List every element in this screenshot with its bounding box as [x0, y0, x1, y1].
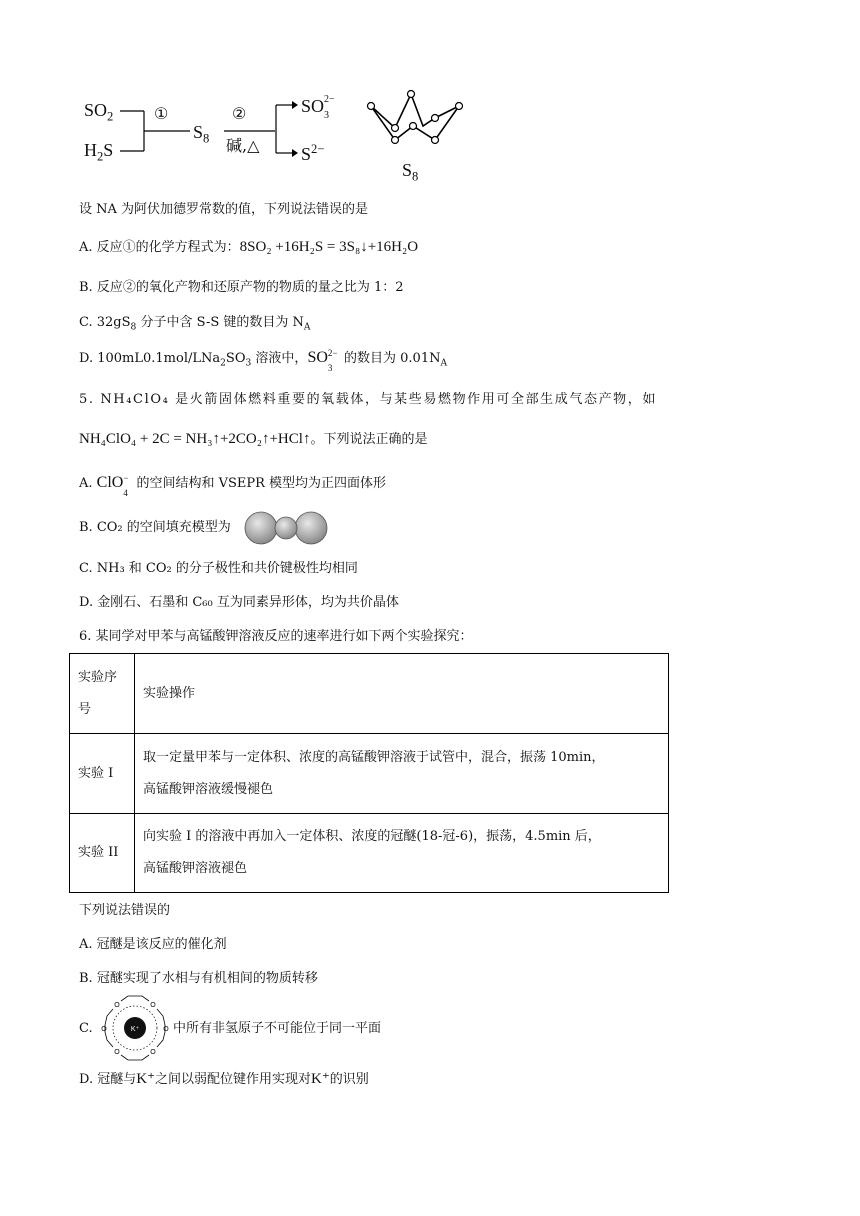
crown-oxygen: O: [101, 1026, 107, 1033]
q6-option-a: A. 冠醚是该反应的催化剂: [79, 937, 227, 952]
q5-stem-line1: 5. NH₄ClO₄ 是火箭固体燃料重要的氧载体，与某些易燃物作用可全部生成气态产物，如: [79, 392, 657, 407]
table-row: [70, 734, 669, 814]
row1-operation: 取一定量甲苯与一定体积、浓度的高锰酸钾溶液于试管中，混合，振荡 10min， 高锰酸钾溶液缓慢褪色: [135, 734, 669, 814]
crown-oxygen: O: [114, 1049, 120, 1056]
conditions-label: 碱,△: [226, 136, 260, 155]
q4-option-a: A. 反应①的化学方程式为：8SO₂ +16H₂S = 3S₈↓+16H₂O: [79, 239, 419, 255]
header-cell-number: 实验序 号: [70, 654, 135, 734]
table-row: [70, 814, 669, 893]
q4-option-d: D. $100mL0.1mol/LNa_2SO_3$ 溶液中，SO 2− 3 的数目为 $0.01N_A$: [79, 348, 448, 373]
product-sulfide: $S^{2-}$: [301, 142, 325, 164]
co2-space-filling-model: [243, 511, 329, 545]
row1-label: 实验 I: [70, 734, 135, 814]
crown-oxygen: O: [150, 1049, 156, 1056]
experiment-table: [69, 653, 669, 893]
q4-stem: 设 NA 为阿伏加德罗常数的值，下列说法错误的是: [79, 202, 369, 217]
q6-stem: 6. 某同学对甲苯与高锰酸钾溶液反应的速率进行如下两个实验探究：: [79, 629, 473, 644]
crown-ether-k-complex: [97, 992, 173, 1064]
crown-oxygen: O: [114, 1002, 120, 1009]
q5-option-d: D. 金刚石、石墨和 C₆₀ 互为同素异形体，均为共价晶体: [79, 595, 399, 610]
q5-stem-line2: NH₄ClO₄ + 2C = NH₃↑+2CO₂↑+HCl↑。下列说法正确的是: [79, 431, 428, 447]
q5-option-b: B. CO₂ 的空间填充模型为: [79, 520, 231, 535]
sulfite-ion: SO 2− 3: [307, 348, 338, 373]
crown-oxygen: O: [163, 1026, 169, 1033]
q6-option-d: D. 冠醚与K⁺之间以弱配位键作用实现对K⁺的识别: [79, 1071, 369, 1087]
intermediate-s8: $S_8$: [193, 122, 210, 146]
q5-option-a: A. ClO − 4 的空间结构和 VSEPR 模型均为正四面体形: [79, 473, 387, 498]
q6-option-c-prefix: C.: [79, 1021, 93, 1036]
crown-oxygen: O: [150, 1002, 156, 1009]
row2-operation: 向实验 I 的溶液中再加入一定体积、浓度的冠醚(18-冠-6)，振荡，4.5min 后， 高锰酸钾溶液褪色: [135, 814, 669, 893]
row2-label: 实验 II: [70, 814, 135, 893]
step1-label: ①: [154, 106, 169, 123]
q4-option-c: C. $32gS_8$ 分子中含 S-S 键的数目为 $N_A$: [79, 315, 311, 333]
perchlorate-ion: ClO − 4: [96, 473, 129, 498]
potassium-label: K⁺: [130, 1026, 140, 1033]
q6-question: 下列说法错误的: [79, 903, 171, 918]
s8-molecule-diagram: [365, 88, 465, 148]
q6-option-c-text: 中所有非氢原子不可能位于同一平面: [173, 1021, 382, 1036]
step2-label: ②: [232, 106, 247, 123]
header-cell-operation: 实验操作: [135, 654, 669, 734]
q6-option-b: B. 冠醚实现了水相与有机相间的物质转移: [79, 971, 318, 986]
table-header-row: [70, 654, 669, 734]
q5-option-c: C. NH₃ 和 CO₂ 的分子极性和共价键极性均相同: [79, 561, 358, 576]
s8-molecule-label: $S_8$: [402, 160, 419, 184]
reactant-so2: $SO_2$: [84, 100, 114, 124]
q4-option-b: B. 反应②的氧化产物和还原产物的物质的量之比为 1：2: [79, 280, 404, 295]
reactant-h2s: $H_2S$: [84, 140, 114, 164]
product-sulfite: SO 2− 3: [301, 94, 335, 121]
